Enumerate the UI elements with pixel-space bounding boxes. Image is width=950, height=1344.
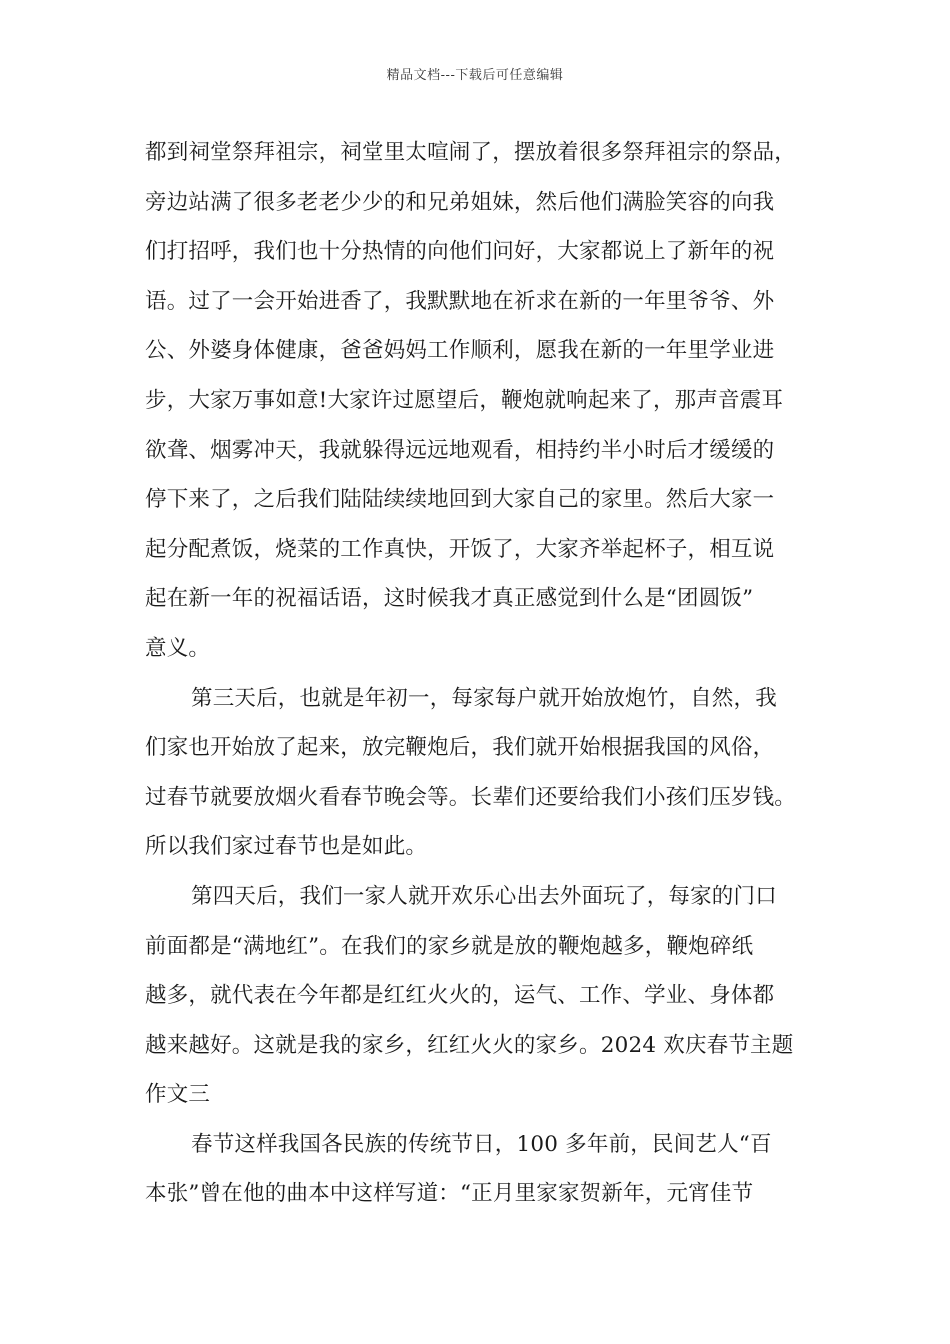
text-line: 过春节就要放烟火看春节晚会等。长辈们还要给我们小孩们压岁钱。	[145, 784, 797, 810]
text-line: 越多，就代表在今年都是红红火火的，运气、工作、学业、身体都	[145, 983, 775, 1009]
paragraph-first-line: 第四天后，我们一家人就开欢乐心出去外面玩了，每家的门口	[191, 883, 777, 909]
document-body	[145, 128, 825, 1219]
text-line: 公、外婆身体健康，爸爸妈妈工作顺利，愿我在新的一年里学业进	[145, 338, 775, 364]
text-line: 旁边站满了很多老老少少的和兄弟姐妹，然后他们满脸笑容的向我	[145, 189, 775, 215]
text-line: 欲聋、烟雾冲天，我就躲得远远地观看，相持约半小时后才缓缓的	[145, 437, 775, 463]
text-line: 们家也开始放了起来，放完鞭炮后，我们就开始根据我国的风俗，	[145, 735, 775, 761]
page-header: 精品文档---下载后可任意编辑	[386, 68, 564, 83]
text-line: 起在新一年的祝福话语，这时候我才真正感觉到什么是“团圆饭”	[145, 586, 754, 612]
paragraph-first-line: 第三天后，也就是年初一，每家每户就开始放炮竹，自然，我	[191, 685, 777, 711]
text-line: 停下来了，之后我们陆陆续续地回到大家自己的家里。然后大家一	[145, 487, 775, 513]
text-line: 前面都是“满地红”。在我们的家乡就是放的鞭炮越多，鞭炮碎纸	[145, 933, 754, 959]
text-line: 本张”曾在他的曲本中这样写道：“正月里家家贺新年，元宵佳节	[145, 1181, 754, 1207]
text-line: 所以我们家过春节也是如此。	[145, 834, 428, 860]
text-line: 作文三	[145, 1082, 211, 1108]
paragraph-first-line: 春节这样我国各民族的传统节日，100 多年前，民间艺人“百	[191, 1131, 772, 1157]
text-line: 起分配煮饭，烧菜的工作真快，开饭了，大家齐举起杯子，相互说	[145, 536, 775, 562]
text-line: 们打招呼，我们也十分热情的向他们问好，大家都说上了新年的祝	[145, 239, 775, 265]
text-line: 都到祠堂祭拜祖宗，祠堂里太喧闹了，摆放着很多祭拜祖宗的祭品，	[145, 140, 797, 165]
text-line: 语。过了一会开始进香了，我默默地在祈求在新的一年里爷爷、外	[145, 288, 775, 314]
text-line: 越来越好。这就是我的家乡，红红火火的家乡。2024 欢庆春节主题	[145, 1032, 794, 1058]
text-line: 意义。	[145, 635, 211, 661]
text-line: 步，大家万事如意!大家许过愿望后，鞭炮就响起来了，那声音震耳	[145, 387, 784, 413]
